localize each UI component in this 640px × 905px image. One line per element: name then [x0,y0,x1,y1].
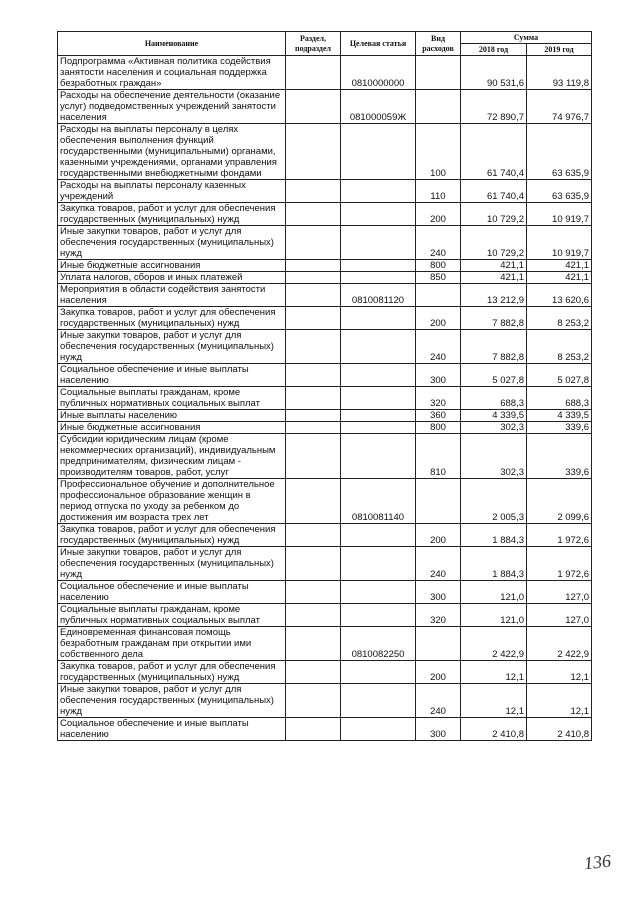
cell-target [341,307,416,330]
cell-section [286,604,341,627]
cell-2018: 5 027,8 [461,364,527,387]
cell-target [341,547,416,581]
cell-target: 0810082250 [341,627,416,661]
table-row [58,581,592,604]
cell-2018: 12,1 [461,661,527,684]
cell-kind: 320 [416,604,461,627]
cell-name: Социальное обеспечение и иные выплаты населению [58,718,286,741]
cell-2018: 421,1 [461,272,527,284]
cell-2018: 302,3 [461,422,527,434]
cell-kind: 100 [416,124,461,180]
cell-kind: 320 [416,387,461,410]
table-row [58,260,592,272]
cell-target [341,226,416,260]
cell-2019: 1 972,6 [527,547,592,581]
cell-2019: 127,0 [527,581,592,604]
table-row [58,330,592,364]
cell-name: Социальное обеспечение и иные выплаты населению [58,581,286,604]
cell-name: Единовременная финансовая помощь безработным гражданам при открытии ими собственного дела [58,627,286,661]
cell-kind: 800 [416,422,461,434]
cell-section [286,307,341,330]
table-row [58,661,592,684]
cell-2019: 421,1 [527,272,592,284]
cell-section [286,524,341,547]
cell-2019: 8 253,2 [527,307,592,330]
cell-name: Расходы на обеспечение деятельности (оказание услуг) подведомственных учреждений занятости населения [58,90,286,124]
cell-2019: 10 919,7 [527,203,592,226]
cell-section [286,661,341,684]
cell-name: Закупка товаров, работ и услуг для обеспечения государственных (муниципальных) нужд [58,307,286,330]
cell-kind [416,479,461,524]
cell-target [341,410,416,422]
table-row [58,284,592,307]
cell-section [286,718,341,741]
table-row [58,56,592,90]
cell-section [286,226,341,260]
cell-section [286,581,341,604]
table-row [58,684,592,718]
cell-kind: 240 [416,684,461,718]
cell-2019: 5 027,8 [527,364,592,387]
cell-name: Иные закупки товаров, работ и услуг для обеспечения государственных (муниципальных) нужд [58,547,286,581]
table-row [58,307,592,330]
cell-2019: 12,1 [527,661,592,684]
cell-kind: 240 [416,226,461,260]
cell-target [341,434,416,479]
cell-section [286,387,341,410]
table-row [58,90,592,124]
cell-kind: 240 [416,547,461,581]
cell-name: Субсидии юридическим лицам (кроме некоммерческих организаций), индивидуальным предпринимателям, физическим лицам - производителям товаров, работ, услуг [58,434,286,479]
cell-kind: 800 [416,260,461,272]
cell-2019: 13 620,6 [527,284,592,307]
cell-2019: 74 976,7 [527,90,592,124]
cell-2018: 2 422,9 [461,627,527,661]
cell-name: Профессиональное обучение и дополнительное профессиональное образование женщин в период отпуска по уходу за ребенком до достижения им возраста трех лет [58,479,286,524]
cell-kind: 200 [416,661,461,684]
table-row [58,524,592,547]
cell-name: Расходы на выплаты персоналу в целях обеспечения выполнения функций государственными (муниципальными) органами, казенными учреждениями, органами управления государственными внебюджетными фондами [58,124,286,180]
cell-2018: 421,1 [461,260,527,272]
cell-2018: 4 339,5 [461,410,527,422]
header-year-2019: 2019 год [527,44,592,56]
cell-2018: 90 531,6 [461,56,527,90]
cell-2018: 1 884,3 [461,524,527,547]
cell-section [286,180,341,203]
cell-2019: 4 339,5 [527,410,592,422]
cell-section [286,124,341,180]
header-year-2018: 2018 год [461,44,527,56]
cell-kind: 300 [416,718,461,741]
table-header [58,32,592,56]
table-row [58,180,592,203]
cell-section [286,684,341,718]
cell-name: Социальное обеспечение и иные выплаты населению [58,364,286,387]
cell-2019: 127,0 [527,604,592,627]
cell-section [286,284,341,307]
table-row [58,410,592,422]
cell-name: Закупка товаров, работ и услуг для обеспечения государственных (муниципальных) нужд [58,203,286,226]
table-row [58,547,592,581]
cell-section [286,203,341,226]
cell-kind [416,284,461,307]
cell-2019: 2 099,6 [527,479,592,524]
cell-2019: 2 422,9 [527,627,592,661]
cell-2018: 7 882,8 [461,307,527,330]
cell-2018: 7 882,8 [461,330,527,364]
cell-2018: 121,0 [461,604,527,627]
cell-target [341,180,416,203]
cell-target [341,661,416,684]
cell-kind [416,56,461,90]
cell-target [341,387,416,410]
cell-kind: 200 [416,307,461,330]
cell-kind [416,627,461,661]
table-row [58,124,592,180]
header-sum: Сумма [461,32,592,44]
table-row [58,203,592,226]
cell-2018: 10 729,2 [461,226,527,260]
cell-target: 0810000000 [341,56,416,90]
table-row [58,364,592,387]
cell-name: Подпрограмма «Активная политика содействия занятости населения и социальная поддержка безработных граждан» [58,56,286,90]
cell-target [341,604,416,627]
header-section: Раздел, подраздел [286,32,341,56]
cell-target [341,260,416,272]
cell-2018: 2 410,8 [461,718,527,741]
table-row [58,434,592,479]
cell-section [286,422,341,434]
table-row [58,604,592,627]
cell-name: Иные закупки товаров, работ и услуг для обеспечения государственных (муниципальных) нужд [58,226,286,260]
cell-section [286,364,341,387]
cell-target [341,124,416,180]
cell-2018: 10 729,2 [461,203,527,226]
table-row [58,479,592,524]
cell-2018: 12,1 [461,684,527,718]
cell-kind: 240 [416,330,461,364]
page-number: 136 [582,850,612,874]
cell-2019: 12,1 [527,684,592,718]
cell-target: 081000059Ж [341,90,416,124]
cell-2018: 1 884,3 [461,547,527,581]
cell-2019: 63 635,9 [527,124,592,180]
cell-section [286,627,341,661]
cell-2018: 61 740,4 [461,180,527,203]
cell-name: Иные бюджетные ассигнования [58,260,286,272]
table-row [58,718,592,741]
cell-2019: 421,1 [527,260,592,272]
cell-kind: 810 [416,434,461,479]
cell-name: Иные бюджетные ассигнования [58,422,286,434]
table-row [58,422,592,434]
cell-target: 0810081120 [341,284,416,307]
cell-target: 0810081140 [341,479,416,524]
cell-2018: 121,0 [461,581,527,604]
header-name: Наименование [58,32,286,56]
cell-section [286,410,341,422]
cell-2018: 72 890,7 [461,90,527,124]
cell-kind: 110 [416,180,461,203]
cell-name: Иные закупки товаров, работ и услуг для обеспечения государственных (муниципальных) нужд [58,330,286,364]
cell-section [286,272,341,284]
cell-2019: 688,3 [527,387,592,410]
cell-target [341,422,416,434]
cell-name: Иные закупки товаров, работ и услуг для обеспечения государственных (муниципальных) нужд [58,684,286,718]
cell-kind: 200 [416,203,461,226]
cell-2019: 2 410,8 [527,718,592,741]
cell-name: Социальные выплаты гражданам, кроме публичных нормативных социальных выплат [58,604,286,627]
cell-2019: 10 919,7 [527,226,592,260]
cell-name: Уплата налогов, сборов и иных платежей [58,272,286,284]
cell-2019: 339,6 [527,422,592,434]
table-body [58,56,592,741]
cell-name: Мероприятия в области содействия занятости населения [58,284,286,307]
cell-target [341,272,416,284]
cell-target [341,581,416,604]
cell-2019: 339,6 [527,434,592,479]
cell-section [286,90,341,124]
cell-2018: 2 005,3 [461,479,527,524]
cell-section [286,56,341,90]
cell-kind: 300 [416,581,461,604]
table-row [58,226,592,260]
header-target: Целевая статья [341,32,416,56]
cell-kind: 200 [416,524,461,547]
cell-name: Расходы на выплаты персоналу казенных учреждений [58,180,286,203]
cell-2019: 93 119,8 [527,56,592,90]
cell-2018: 688,3 [461,387,527,410]
budget-table [57,31,592,741]
cell-target [341,364,416,387]
cell-kind [416,90,461,124]
cell-2019: 1 972,6 [527,524,592,547]
cell-2019: 63 635,9 [527,180,592,203]
cell-2018: 13 212,9 [461,284,527,307]
cell-2018: 61 740,4 [461,124,527,180]
cell-2018: 302,3 [461,434,527,479]
cell-section [286,479,341,524]
cell-section [286,547,341,581]
cell-section [286,330,341,364]
cell-section [286,260,341,272]
cell-target [341,203,416,226]
cell-kind: 360 [416,410,461,422]
cell-name: Закупка товаров, работ и услуг для обеспечения государственных (муниципальных) нужд [58,661,286,684]
cell-target [341,718,416,741]
cell-name: Социальные выплаты гражданам, кроме публичных нормативных социальных выплат [58,387,286,410]
table-row [58,387,592,410]
cell-kind: 300 [416,364,461,387]
cell-name: Закупка товаров, работ и услуг для обеспечения государственных (муниципальных) нужд [58,524,286,547]
cell-kind: 850 [416,272,461,284]
cell-target [341,524,416,547]
cell-name: Иные выплаты населению [58,410,286,422]
cell-section [286,434,341,479]
cell-2019: 8 253,2 [527,330,592,364]
table-row [58,627,592,661]
table-row [58,272,592,284]
cell-target [341,684,416,718]
cell-target [341,330,416,364]
header-kind: Вид расходов [416,32,461,56]
